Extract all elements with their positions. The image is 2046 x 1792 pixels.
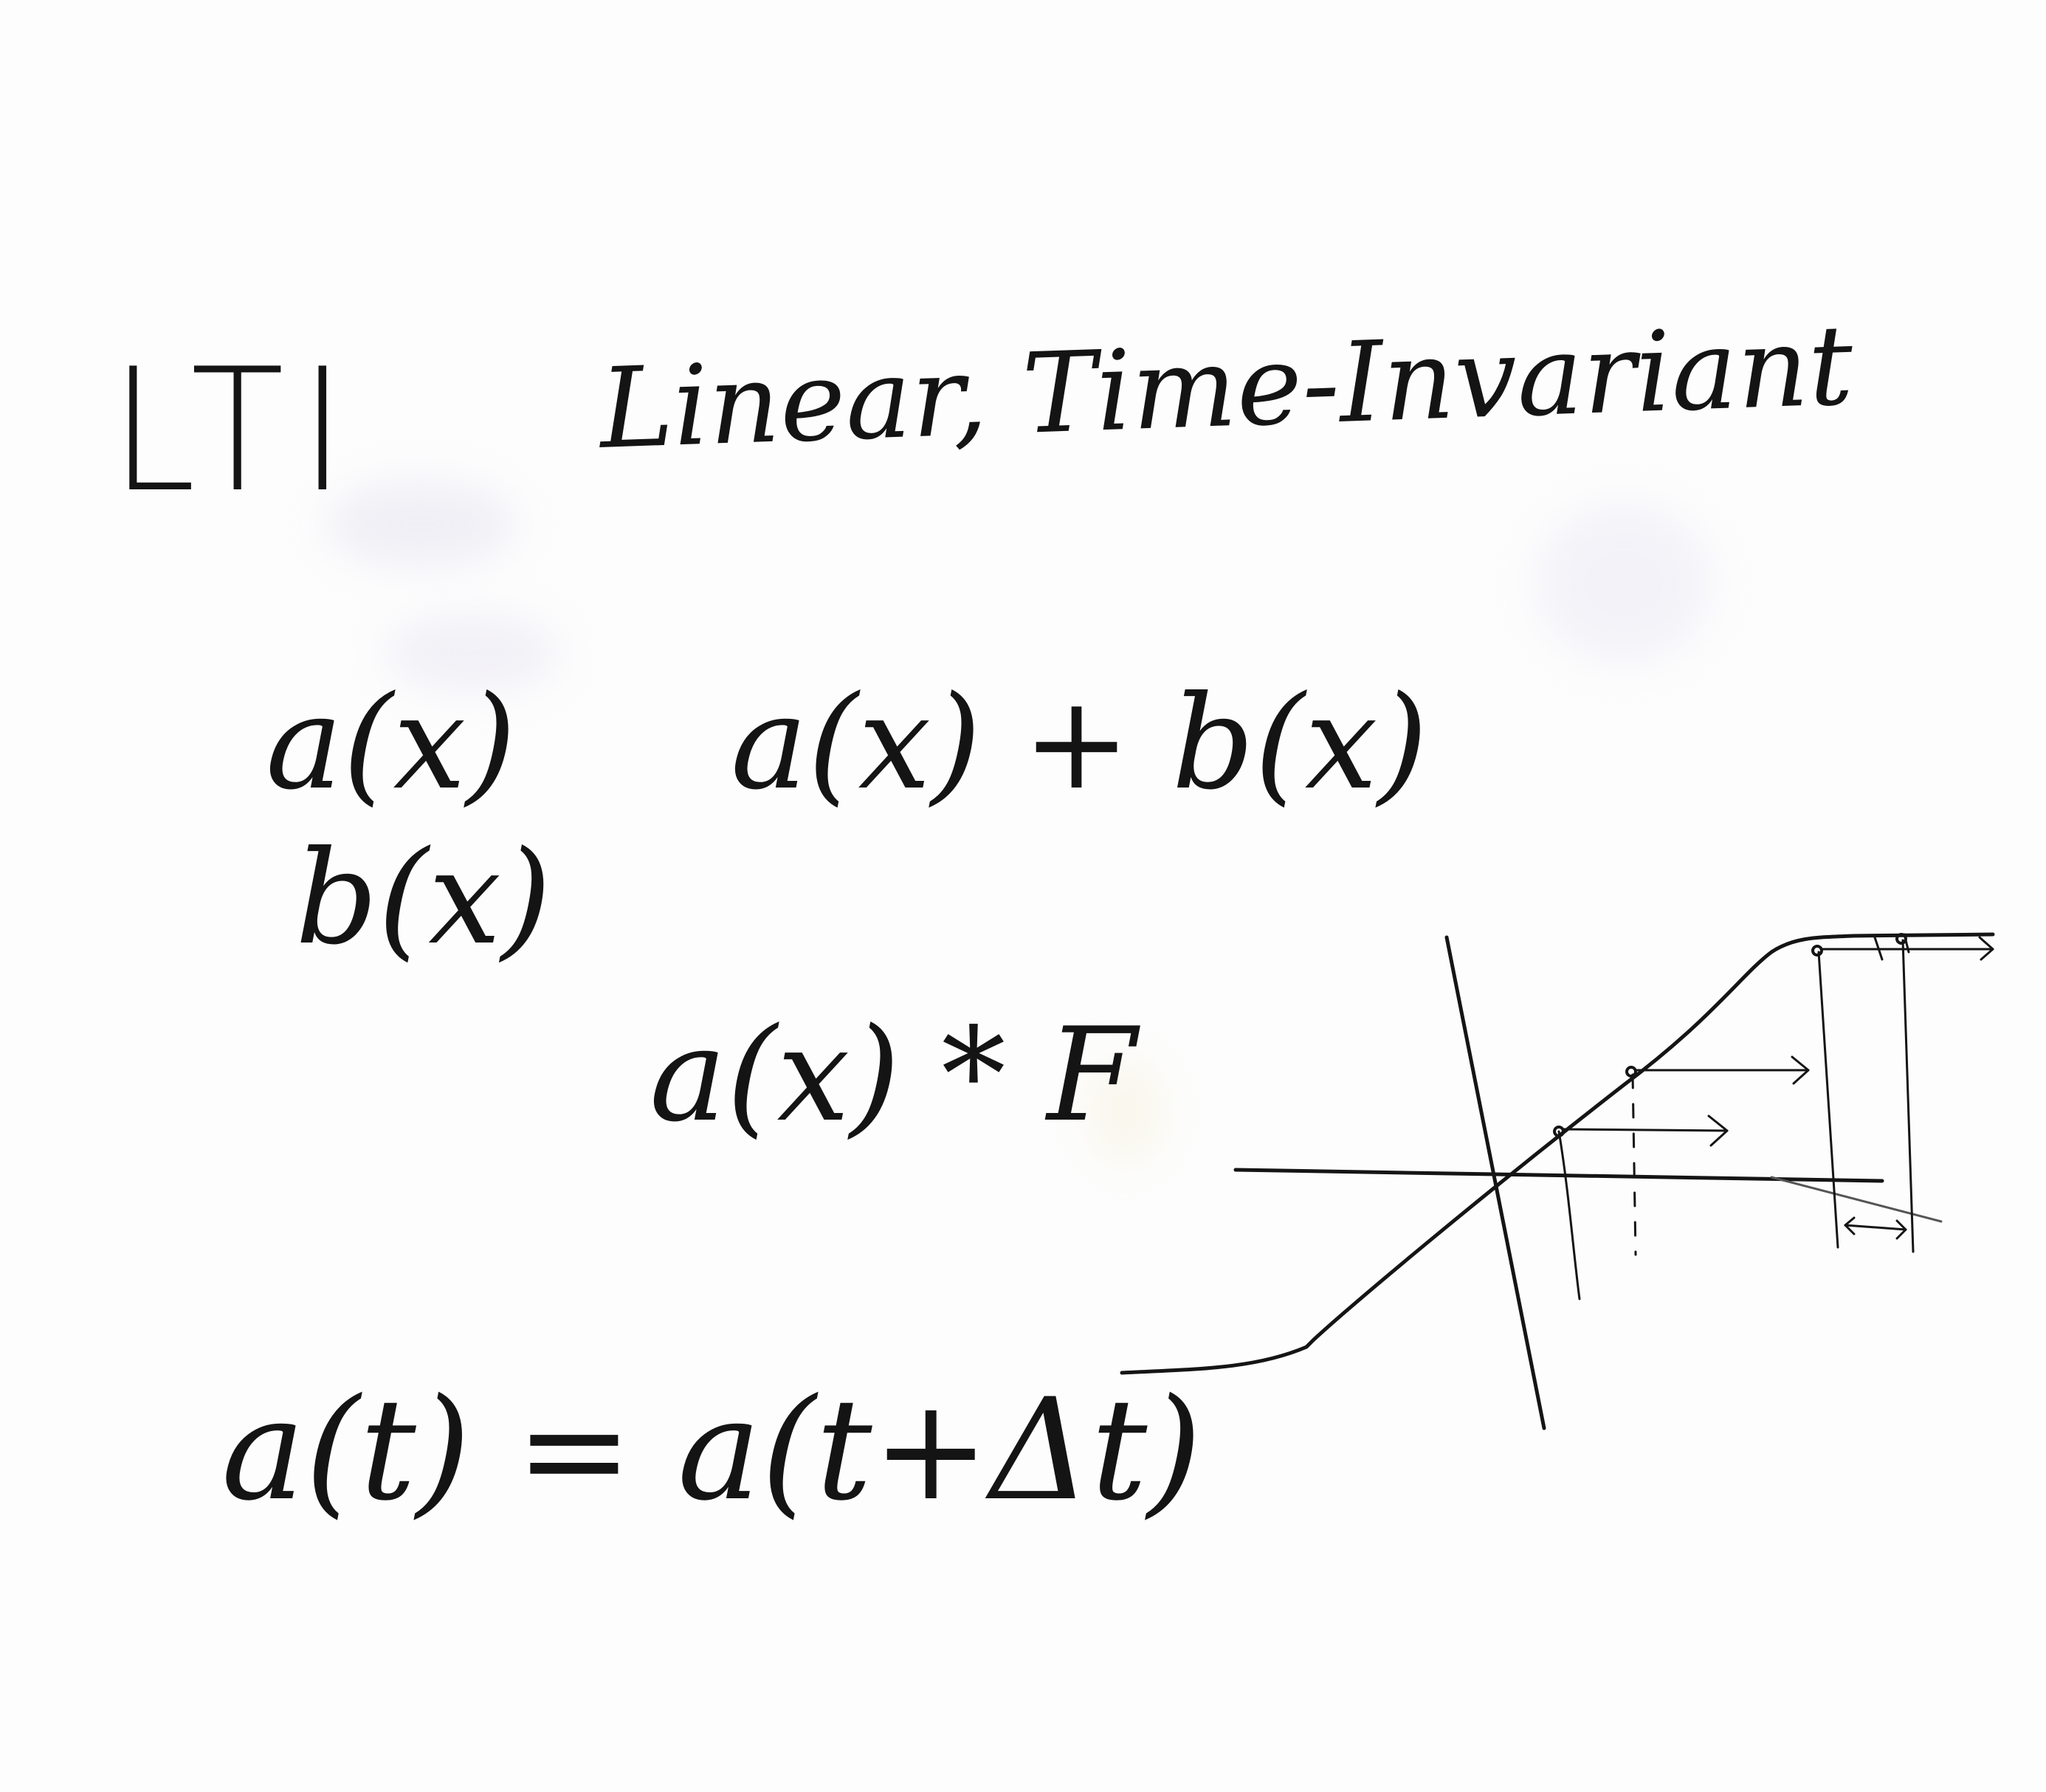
dashed-drop-line [1633, 1075, 1636, 1255]
time-invariance-equation: a(t) = a(t+Δt) [221, 1368, 1202, 1531]
drop-line [1903, 940, 1913, 1252]
signal-a-expression: a(x) [266, 669, 517, 819]
delta-bracket [1845, 1225, 1906, 1230]
sample-point [1627, 1067, 1636, 1076]
shift-arrow [1563, 1129, 1727, 1131]
signal-b-expression: b(x) [295, 824, 552, 973]
sum-expression: a(x) + b(x) [731, 669, 1428, 819]
x-axis-line [1236, 1170, 1882, 1181]
heading-abbreviation: LTI [111, 333, 362, 530]
heading-expansion: Linear, Time-Invariant [597, 301, 1856, 474]
sample-point [1813, 946, 1822, 955]
eraser-smudge [1535, 502, 1712, 664]
function-curve [1122, 934, 1993, 1373]
y-axis-line [1447, 937, 1544, 1428]
drop-line [1559, 1131, 1580, 1299]
function-curve-sketch-icon [1107, 908, 2046, 1469]
x-axis-tail [1771, 1177, 1941, 1221]
scaled-expression: a(x) * F [650, 1001, 1137, 1151]
drop-line [1819, 952, 1838, 1247]
